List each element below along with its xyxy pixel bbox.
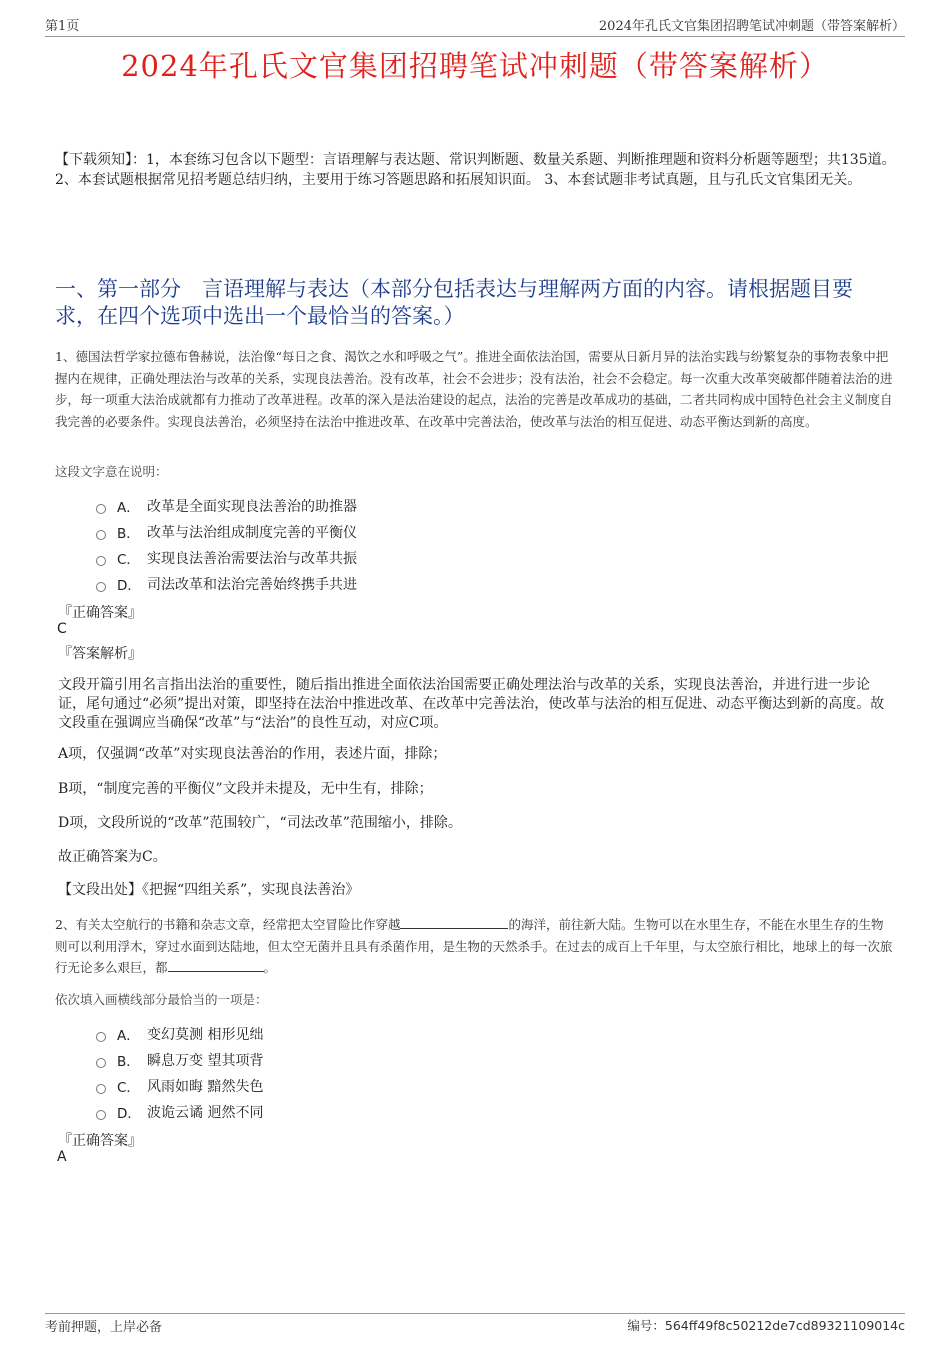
analysis-conclusion: 故正确答案为C。 <box>58 849 167 865</box>
option-c[interactable]: C． 风雨如晦 黯然失色 <box>96 1073 263 1099</box>
page-number: 第1页 <box>45 19 80 34</box>
fill-blank-1 <box>400 916 508 929</box>
radio-icon[interactable] <box>96 530 106 540</box>
page-header <box>45 14 905 37</box>
answer-value: C <box>57 621 67 637</box>
answer-value: A <box>57 1149 67 1165</box>
document-title: 2024年孔氏文官集团招聘笔试冲刺题（带答案解析） <box>121 49 829 83</box>
option-a[interactable]: A． 改革是全面实现良法善治的助推器 <box>96 493 357 519</box>
option-d[interactable]: D． 司法改革和法治完善始终携手共进 <box>96 571 357 597</box>
analysis-paragraph: 文段开篇引用名言指出法治的重要性，随后指出推进全面依法治国需要正确处理法治与改革的关系，实现良法善治，并进行进一步论证，尾句通过“必须”提出对策，即坚持在法治中推进改革、在改革中完善法治，使改革与法治的相互促进、动态平衡达到新的高度。故文段重在强调应当确保“改革”与“法治”的良性互动，对应C项。 <box>58 677 885 731</box>
radio-icon[interactable] <box>96 1058 106 1068</box>
answer-label: 『正确答案』 <box>58 1133 142 1149</box>
header-doc-title: 2024年孔氏文官集团招聘笔试冲刺题（带答案解析） <box>598 19 905 34</box>
page-footer <box>45 1313 905 1335</box>
footer-slogan: 考前押题，上岸必备 <box>45 1320 163 1335</box>
question-1-prompt: 这段文字意在说明： <box>55 464 168 479</box>
question-2-options <box>96 1021 263 1125</box>
download-notice: 【下载须知】：1，本套练习包含以下题型：言语理解与表达题、常识判断题、数量关系题、判断推理题和资料分析题等题型；共135道。 2、本套试题根据常见招考题总结归纳，主要用于练习答题思路和拓展知识面。 3、本套试题非考试真题，且与孔氏文官集团无关。 <box>55 152 896 188</box>
fill-blank-2 <box>168 959 264 972</box>
question-2-text: 2、有关太空航行的书籍和杂志文章，经常把太空冒险比作穿越 的海洋，前往新大陆。生物可以在水里生存，不能在水里生存的生物则可以利用浮木，穿过水面到达陆地，但太空无菌并且具有杀菌作用，是生物的天然杀手。在过去的成百上千年里，与太空旅行相比，地球上的每一次旅行无论多么艰巨，都 。 <box>55 917 893 975</box>
answer-label: 『正确答案』 <box>58 605 142 621</box>
question-1-text: 1、德国法哲学家拉德布鲁赫说，法治像“每日之食、渴饮之水和呼吸之气”。推进全面依法治国，需要从日新月异的法治实践与纷繁复杂的事物表象中把握内在规律，正确处理法治与改革的关系，实现良法善治。没有改革，社会不会进步；没有法治，社会不会稳定。每一次重大改革突破都伴随着法治的进步，每一项重大法治成就都有力推动了改革进程。改革的深入是法治建设的起点，法治的完善是改革成功的基础，二者共同构成中国特色社会主义制度自我完善的必要条件。实现良法善治，必须坚持在法治中推进改革、在改革中完善法治，使改革与法治的相互促进、动态平衡达到新的高度。 <box>55 349 893 429</box>
radio-icon[interactable] <box>96 582 106 592</box>
radio-icon[interactable] <box>96 504 106 514</box>
question-1-options <box>96 493 357 597</box>
radio-icon[interactable] <box>96 556 106 566</box>
analysis-option-d: D项，文段所说的“改革”范围较广，“司法改革”范围缩小，排除。 <box>58 815 462 831</box>
radio-icon[interactable] <box>96 1110 106 1120</box>
section-heading: 一、第一部分 言语理解与表达（本部分包括表达与理解两方面的内容。请根据题目要求，在四个选项中选出一个最恰当的答案。） <box>55 277 853 328</box>
radio-icon[interactable] <box>96 1084 106 1094</box>
analysis-option-b: B项，“制度完善的平衡仪”文段并未提及，无中生有，排除； <box>58 781 433 797</box>
passage-source: 【文段出处】《把握“四组关系”，实现良法善治》 <box>58 882 360 898</box>
option-b[interactable]: B． 瞬息万变 望其项背 <box>96 1047 263 1073</box>
option-b[interactable]: B． 改革与法治组成制度完善的平衡仪 <box>96 519 357 545</box>
radio-icon[interactable] <box>96 1032 106 1042</box>
analysis-option-a: A项，仅强调“改革”对实现良法善治的作用，表述片面，排除； <box>58 746 447 762</box>
option-a[interactable]: A． 变幻莫测 相形见绌 <box>96 1021 263 1047</box>
option-c[interactable]: C． 实现良法善治需要法治与改革共振 <box>96 545 357 571</box>
question-2-prompt: 依次填入画横线部分最恰当的一项是： <box>55 992 268 1007</box>
option-d[interactable]: D． 波诡云谲 迥然不同 <box>96 1099 263 1125</box>
analysis-label: 『答案解析』 <box>58 646 142 662</box>
document-code: 编号：564ff49f8c50212de7cd89321109014c <box>627 1318 905 1333</box>
